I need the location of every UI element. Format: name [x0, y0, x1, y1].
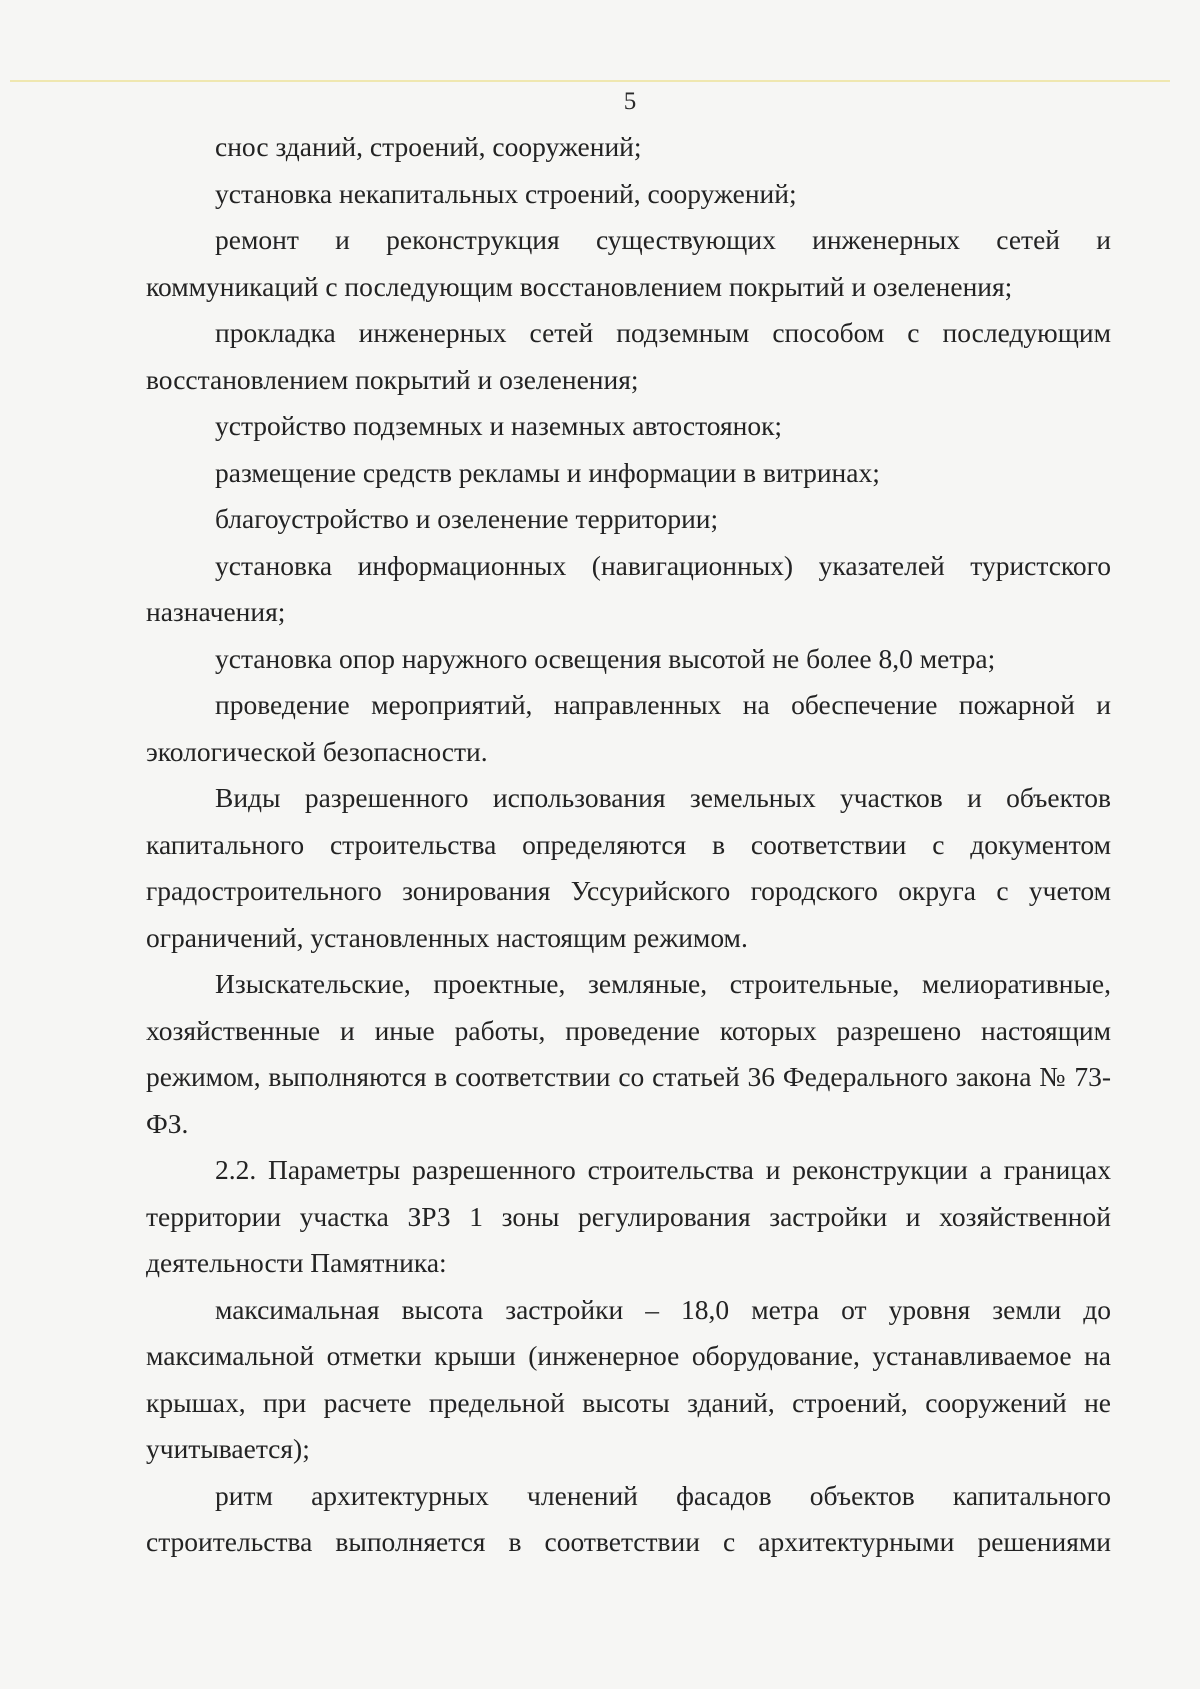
page-number: 5 [623, 88, 637, 115]
paragraph: Изыскательские, проектные, земляные, строительные, мелиоративные, хозяйственные и иные работы, проведение которых разрешено настоящим режимом, выполняются в соответствии со статьей 36 Федерального закона № 73-ФЗ. [146, 968, 1111, 1139]
paragraph: устройство подземных и наземных автостоянок; [215, 410, 783, 441]
paragraph: 2.2. Параметры разрешенного строительства и реконструкции а границах территории участка ЗРЗ 1 зоны регулирования застройки и хозяйственной деятельности Памятника: [146, 1154, 1111, 1278]
paragraph: установка информационных (навигационных) указателей туристского назначения; [146, 549, 1111, 627]
paragraph: Виды разрешенного использования земельных участков и объектов капитального строительства определяются в соответствии с документом градостроительного зонирования Уссурийского городского округа с учетом ограничений, установленных настоящим режимом. [146, 782, 1111, 953]
paragraph: максимальная высота застройки – 18,0 метра от уровня земли до максимальной отметки крыши (инженерное оборудование, устанавливаемое на крышах, при расчете предельной высоты зданий, строений, сооружений не учитывается); [146, 1293, 1111, 1464]
paragraph: ритм архитектурных членений фасадов объектов капитального строительства выполняется в соответствии с архитектурными решениями [146, 1479, 1111, 1557]
paragraph: размещение средств рекламы и информации в витринах; [215, 456, 880, 488]
paragraph: установка опор наружного освещения высотой не более 8,0 метра; [215, 642, 996, 674]
paragraph: снос зданий, строений, сооружений; [215, 131, 642, 162]
paragraph: прокладка инженерных сетей подземным способом с последующим восстановлением покрытий и озеленения; [146, 317, 1111, 395]
top-rule [10, 80, 1170, 82]
paragraph: ремонт и реконструкция существующих инженерных сетей и коммуникаций с последующим восстановлением покрытий и озеленения; [146, 224, 1111, 302]
paragraph: установка некапитальных строений, сооружений; [215, 177, 797, 209]
paragraph: благоустройство и озеленение территории; [215, 503, 719, 534]
body-text [146, 124, 1111, 1566]
paragraph: проведение мероприятий, направленных на обеспечение пожарной и экологической безопасности. [146, 689, 1111, 767]
